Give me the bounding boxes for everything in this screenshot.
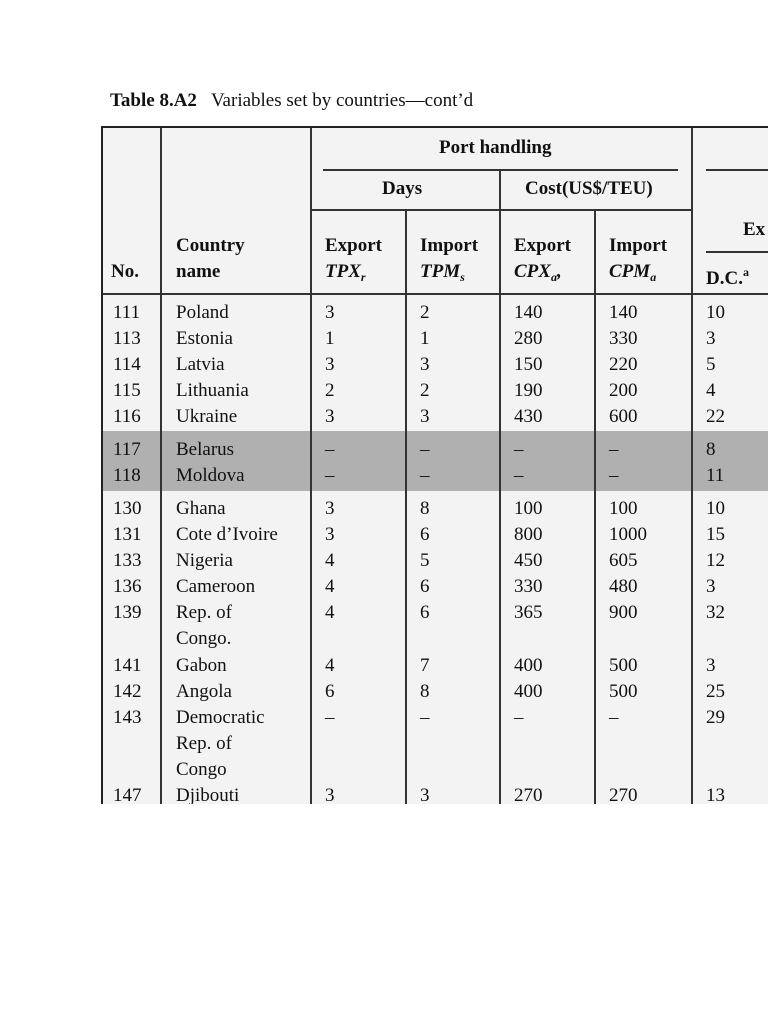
cell-number: 143	[113, 707, 142, 728]
cell-tpx: 4	[325, 602, 335, 623]
cell-cpm: 900	[609, 602, 638, 623]
cell-cpx: 400	[514, 655, 543, 676]
country-name-line: Belarus	[176, 439, 235, 460]
header-export-label: Export	[325, 235, 382, 256]
cpm-symbol: CPM	[609, 261, 651, 282]
cell-dc: 11	[706, 465, 725, 486]
table-title: Variables set by countries—cont’d	[210, 90, 474, 111]
tpm-symbol: TPM	[420, 261, 461, 282]
cell-cpx: 150	[514, 354, 543, 375]
cell-dc: 15	[706, 524, 725, 545]
cell-tpx: –	[325, 465, 335, 486]
cell-cpm: 605	[609, 550, 638, 571]
cell-dc: 4	[706, 380, 716, 401]
cell-tpx: 4	[325, 576, 335, 597]
cell-country	[176, 679, 232, 705]
cell-tpx: 3	[325, 302, 335, 323]
dc-superscript: a	[742, 265, 749, 279]
country-name-line: Rep. of	[176, 733, 232, 754]
cell-tpm: –	[420, 465, 430, 486]
cell-cpx: –	[514, 465, 524, 486]
cell-tpm: 3	[420, 785, 430, 804]
tpx-symbol: TPX	[325, 261, 361, 282]
cell-number: 131	[113, 524, 142, 545]
header-port-handling: Port handling	[439, 137, 552, 158]
cell-cpm: –	[609, 439, 619, 460]
table-row	[103, 496, 768, 522]
cell-tpm: 5	[420, 550, 430, 571]
cell-tpx: 3	[325, 524, 335, 545]
cell-tpm: 6	[420, 524, 430, 545]
table-row	[103, 326, 768, 352]
cell-cpm: 270	[609, 785, 638, 804]
cell-number: 117	[113, 439, 141, 460]
cell-tpm: 6	[420, 576, 430, 597]
table-row	[103, 574, 768, 600]
cell-cpm: –	[609, 707, 619, 728]
country-name-line: Latvia	[176, 354, 225, 375]
cpx-suffix: ,	[556, 261, 562, 282]
country-name-line: Gabon	[176, 655, 227, 676]
country-name-line: Ukraine	[176, 406, 238, 427]
table-row	[103, 705, 768, 780]
header-country	[176, 233, 245, 285]
cell-cpm: 220	[609, 354, 638, 375]
header-export-truncated: Ex	[743, 219, 766, 240]
cell-number: 115	[113, 380, 141, 401]
header-tpm	[420, 259, 478, 290]
country-name-line: Rep. of	[176, 602, 232, 623]
cell-number: 133	[113, 550, 142, 571]
cell-dc: 22	[706, 406, 725, 427]
table-row	[103, 679, 768, 705]
cell-cpx: –	[514, 707, 524, 728]
cell-tpx: –	[325, 439, 335, 460]
header-import-tpm	[420, 233, 478, 290]
cell-cpx: 365	[514, 602, 543, 623]
cell-cpm: 1000	[609, 524, 647, 545]
cell-tpm: 8	[420, 681, 430, 702]
table-label: Table 8.A2	[110, 90, 197, 111]
data-table	[101, 126, 768, 804]
cell-tpm: 6	[420, 602, 430, 623]
cell-cpx: 430	[514, 406, 543, 427]
cell-cpm: 500	[609, 655, 638, 676]
table-row	[103, 300, 768, 326]
cell-cpx: 190	[514, 380, 543, 401]
cell-cpx: 450	[514, 550, 543, 571]
country-name-line: Cameroon	[176, 576, 256, 597]
cell-dc: 12	[706, 550, 725, 571]
country-name-line: Democratic	[176, 707, 265, 728]
rule-header-bottom	[103, 293, 768, 295]
header-cost: Cost(US$/TEU)	[525, 178, 653, 199]
tpx-subscript: r	[360, 270, 366, 284]
country-name-line: Congo.	[176, 628, 232, 649]
country-name-line: Nigeria	[176, 550, 233, 571]
table-row	[103, 653, 768, 679]
cell-cpx: 800	[514, 524, 543, 545]
header-country-line1: Country	[176, 235, 245, 256]
cell-country	[176, 378, 249, 404]
cell-tpx: 3	[325, 498, 335, 519]
cell-tpm: 3	[420, 406, 430, 427]
dc-symbol: D.C.	[706, 268, 743, 289]
header-no: No.	[111, 261, 139, 282]
cell-country	[176, 783, 239, 804]
country-name-line: Congo	[176, 759, 227, 780]
cell-dc: 3	[706, 576, 716, 597]
cell-cpx: 140	[514, 302, 543, 323]
cell-number: 118	[113, 465, 141, 486]
cell-number: 130	[113, 498, 142, 519]
cell-cpx: 330	[514, 576, 543, 597]
cell-number: 111	[113, 302, 141, 323]
cell-country	[176, 705, 265, 783]
header-days: Days	[382, 178, 423, 199]
cell-number: 147	[113, 785, 142, 804]
country-name-line: Estonia	[176, 328, 233, 349]
cell-tpm: 3	[420, 354, 430, 375]
cell-number: 142	[113, 681, 142, 702]
cell-number: 141	[113, 655, 142, 676]
cell-tpx: 3	[325, 785, 335, 804]
header-import-cpm	[609, 233, 667, 290]
cell-cpx: 100	[514, 498, 543, 519]
cell-dc: 5	[706, 354, 716, 375]
rule-next-group	[706, 169, 768, 171]
cpx-symbol: CPX	[514, 261, 551, 282]
cell-country	[176, 653, 227, 679]
cell-number: 113	[113, 328, 141, 349]
cell-cpm: 200	[609, 380, 638, 401]
cell-cpm: 100	[609, 498, 638, 519]
cell-cpx: 400	[514, 681, 543, 702]
header-export-cpx	[514, 233, 571, 290]
cell-cpm: 500	[609, 681, 638, 702]
table-row	[103, 463, 768, 489]
rule-port-handling	[323, 169, 678, 171]
tpm-subscript: s	[460, 270, 465, 284]
header-dc	[706, 259, 749, 292]
cell-dc: 3	[706, 328, 716, 349]
country-name-line: Moldova	[176, 465, 245, 486]
header-export-tpx	[325, 233, 382, 290]
cell-cpm: 140	[609, 302, 638, 323]
cell-country	[176, 548, 233, 574]
cell-tpm: –	[420, 707, 430, 728]
header-cpm	[609, 259, 667, 290]
table-row	[103, 437, 768, 463]
country-name-line: Angola	[176, 681, 232, 702]
cell-tpx: 2	[325, 380, 335, 401]
cell-cpx: –	[514, 439, 524, 460]
cell-number: 136	[113, 576, 142, 597]
cell-dc: 29	[706, 707, 725, 728]
cell-tpx: 3	[325, 354, 335, 375]
cell-cpm: 480	[609, 576, 638, 597]
cell-dc: 8	[706, 439, 716, 460]
cell-country	[176, 404, 237, 430]
table-row	[103, 404, 768, 430]
cell-tpx: –	[325, 707, 335, 728]
header-country-line2: name	[176, 261, 221, 282]
cell-tpx: 3	[325, 406, 335, 427]
rule-export-group	[706, 251, 768, 253]
header-cpx	[514, 259, 571, 290]
cell-tpx: 1	[325, 328, 335, 349]
table-row	[103, 522, 768, 548]
cell-country	[176, 496, 226, 522]
table-row	[103, 783, 768, 804]
cell-dc: 10	[706, 498, 725, 519]
cell-dc: 32	[706, 602, 725, 623]
table-caption	[110, 90, 473, 112]
country-name-line: Djibouti	[176, 785, 240, 804]
cell-number: 114	[113, 354, 141, 375]
cell-dc: 25	[706, 681, 725, 702]
cell-dc: 3	[706, 655, 716, 676]
rule-days-cost	[310, 209, 691, 211]
cell-cpm: –	[609, 465, 619, 486]
country-name-line: Lithuania	[176, 380, 249, 401]
cell-country	[176, 326, 233, 352]
table-row	[103, 548, 768, 574]
country-name-line: Ghana	[176, 498, 226, 519]
cell-tpm: –	[420, 439, 430, 460]
cell-dc: 13	[706, 785, 725, 804]
cell-tpm: 8	[420, 498, 430, 519]
cell-tpm: 2	[420, 302, 430, 323]
cell-tpm: 1	[420, 328, 430, 349]
cpm-subscript: a	[650, 270, 657, 284]
cell-cpm: 330	[609, 328, 638, 349]
cell-cpx: 280	[514, 328, 543, 349]
cell-tpm: 7	[420, 655, 430, 676]
cell-tpx: 6	[325, 681, 335, 702]
header-tpx	[325, 259, 382, 290]
cell-country	[176, 600, 232, 652]
cell-number: 139	[113, 602, 142, 623]
cell-country	[176, 437, 234, 463]
country-name-line: Cote d’Ivoire	[176, 524, 278, 545]
cell-tpx: 4	[325, 655, 335, 676]
header-export-label: Export	[514, 235, 571, 256]
table-row	[103, 352, 768, 378]
cell-cpx: 270	[514, 785, 543, 804]
header-import-label: Import	[420, 235, 479, 256]
cell-country	[176, 352, 225, 378]
cell-dc: 10	[706, 302, 725, 323]
cell-country	[176, 522, 278, 548]
cell-tpm: 2	[420, 380, 430, 401]
header-import-label: Import	[609, 235, 668, 256]
table-row	[103, 600, 768, 649]
cell-number: 116	[113, 406, 141, 427]
cell-country	[176, 463, 245, 489]
cell-country	[176, 300, 229, 326]
country-name-line: Poland	[176, 302, 229, 323]
cpx-subscript: a	[550, 270, 557, 284]
cell-tpx: 4	[325, 550, 335, 571]
table-row	[103, 378, 768, 404]
cell-cpm: 600	[609, 406, 638, 427]
cell-country	[176, 574, 255, 600]
